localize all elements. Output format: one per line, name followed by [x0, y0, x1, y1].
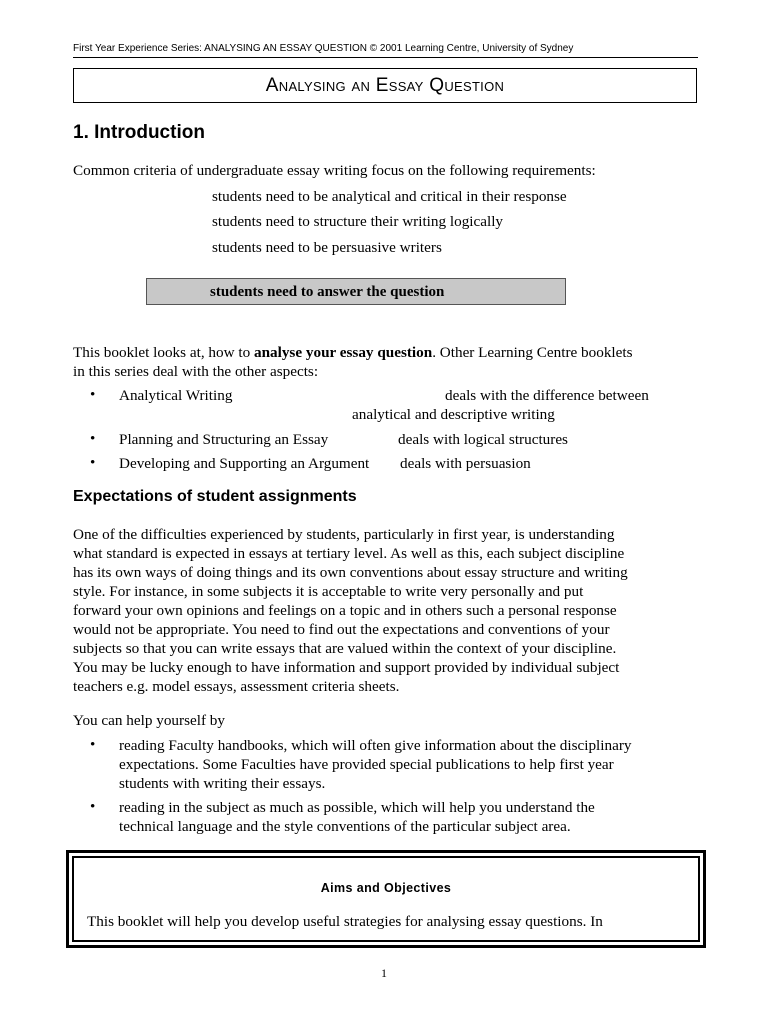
help-item-line: reading Faculty handbooks, which will often give information about the disciplinary — [119, 737, 632, 754]
help-intro: You can help yourself by — [73, 712, 225, 729]
booklet-text-pre: This booklet looks at, how to — [73, 344, 254, 361]
booklet-desc: deals with logical structures — [398, 431, 568, 448]
bullet-icon: • — [90, 386, 96, 403]
requirement-item: students need to be analytical and critical in their response — [212, 188, 567, 205]
paragraph-line: style. For instance, in some subjects it is acceptable to write very personally and put — [73, 583, 584, 600]
booklet-paragraph — [73, 343, 698, 362]
requirement-item: students need to structure their writing logically — [212, 213, 504, 230]
bullet-icon: • — [90, 430, 96, 447]
bullet-icon: • — [90, 736, 96, 753]
section-heading-expectations: Expectations of student assignments — [73, 488, 357, 505]
paragraph-line: forward your own opinions and feelings on a topic and in others such a personal response — [73, 602, 617, 619]
bullet-icon: • — [90, 798, 96, 815]
help-item — [119, 798, 595, 836]
paragraph-line: You may be lucky enough to have information and support provided by individual subject — [73, 659, 620, 676]
help-item-line: technical language and the style conventions of the particular subject area. — [119, 818, 571, 835]
page-number: 1 — [381, 966, 387, 980]
paragraph-line: subjects so that you can write essays that are valued within the context of your discipline. — [73, 640, 617, 657]
booklet-title: Developing and Supporting an Argument — [119, 455, 370, 472]
aims-heading: Aims and Objectives — [320, 881, 452, 895]
running-header: First Year Experience Series: ANALYSING AN ESSAY QUESTION © 2001 Learning Centre, University of Sydney — [73, 43, 698, 58]
highlight-box: students need to answer the question — [146, 278, 566, 305]
booklet-paragraph-line2: in this series deal with the other aspects: — [73, 363, 319, 380]
paragraph-line: what standard is expected in essays at tertiary level. As well as this, each subject discipline — [73, 545, 625, 562]
help-item-line: reading in the subject as much as possible, which will help you understand the — [119, 799, 595, 816]
booklet-title: Planning and Structuring an Essay — [119, 431, 329, 448]
paragraph-line: would not be appropriate. You need to find out the expectations and conventions of your — [73, 621, 610, 638]
aims-box — [66, 850, 706, 948]
requirement-item: students need to be persuasive writers — [212, 239, 442, 256]
aims-text: This booklet will help you develop useful strategies for analysing essay questions. In — [87, 913, 603, 930]
booklet-text-post: . Other Learning Centre booklets — [432, 344, 633, 361]
bullet-icon: • — [90, 454, 96, 471]
paragraph-line: One of the difficulties experienced by students, particularly in first year, is understanding — [73, 526, 615, 543]
booklet-text-bold: analyse your essay question — [253, 344, 433, 361]
help-item-line: students with writing their essays. — [119, 775, 326, 792]
booklet-desc: deals with persuasion — [400, 455, 531, 472]
paragraph-line: teachers e.g. model essays, assessment criteria sheets. — [73, 678, 400, 695]
document-title: Analysing an Essay Question — [73, 68, 697, 103]
intro-paragraph: Common criteria of undergraduate essay writing focus on the following requirements: — [73, 162, 596, 179]
help-item — [119, 736, 631, 793]
paragraph-line: has its own ways of doing things and its own conventions about essay structure and writing — [73, 564, 628, 581]
section-heading-introduction: 1. Introduction — [73, 122, 205, 143]
expectations-paragraph — [73, 525, 698, 696]
help-item-line: expectations. Some Faculties have provided special publications to help first year — [119, 756, 614, 773]
booklet-desc: deals with the difference between — [445, 387, 649, 404]
booklet-desc-continued: analytical and descriptive writing — [352, 406, 555, 423]
booklet-title: Analytical Writing — [119, 387, 233, 404]
